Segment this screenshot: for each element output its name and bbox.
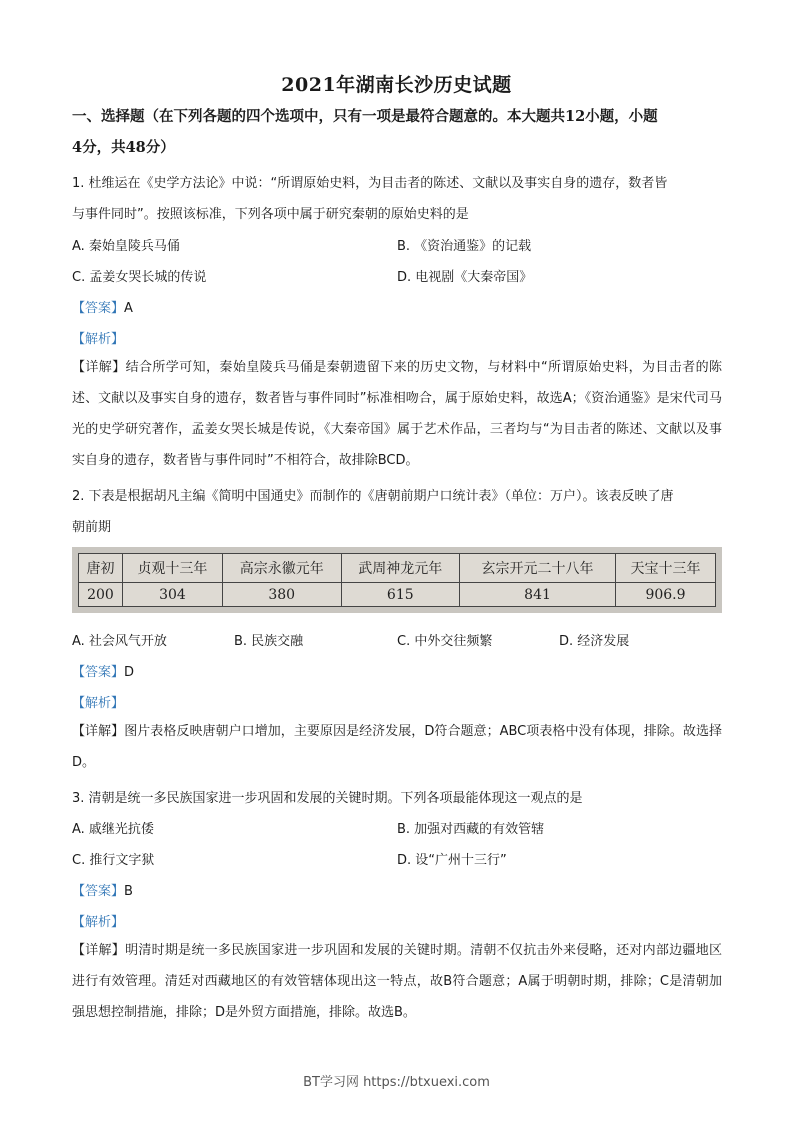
q2-answer <box>72 661 134 680</box>
table-cell: 高宗永徽元年 <box>222 554 341 583</box>
table-cell: 380 <box>222 583 341 607</box>
section-heading-line2: 4分，共48分） <box>72 139 175 156</box>
q1-stem-line1: 1. 杜维运在《史学方法论》中说：“所谓原始史料，为目击者的陈述、文献以及事实自身的遗存，数者皆 <box>72 176 668 191</box>
q3-option-d: D. 设“广州十三行” <box>397 853 507 868</box>
q3-stem-line1: 3. 清朝是统一多民族国家进一步巩固和发展的关键时期。下列各项最能体现这一观点的是 <box>72 791 583 806</box>
table-cell: 200 <box>79 583 123 607</box>
table-cell: 天宝十三年 <box>616 554 716 583</box>
q2-option-b: B. 民族交融 <box>234 634 304 649</box>
table-cell: 304 <box>122 583 222 607</box>
q3-option-c: C. 推行文字狱 <box>72 853 155 868</box>
section-heading-line1: 一、选择题（在下列各题的四个选项中，只有一项是最符合题意的。本大题共12小题，小题 <box>72 108 658 125</box>
q1-option-a: A. 秦始皇陵兵马俑 <box>72 239 180 254</box>
q2-stem-line1: 2. 下表是根据胡凡主编《简明中国通史》而制作的《唐朝前期户口统计表》（单位：万户）。该表反映了唐 <box>72 489 674 504</box>
q2-option-d: D. 经济发展 <box>559 634 630 649</box>
q1-analysis-tag: 【解析】 <box>72 332 125 347</box>
answer-tag: 【答案】 <box>72 665 125 680</box>
table-value-row <box>79 583 716 607</box>
page-title: 2021年湖南长沙历史试题 <box>281 74 512 96</box>
q2-analysis-tag: 【解析】 <box>72 696 125 711</box>
q1-option-c: C. 孟姜女哭长城的传说 <box>72 270 207 285</box>
table-cell: 玄宗开元二十八年 <box>460 554 616 583</box>
q3-detail <box>72 935 722 1028</box>
q2-stem-line2: 朝前期 <box>72 520 112 535</box>
detail-text: 明清时期是统一多民族国家进一步巩固和发展的关键时期。清朝不仅抗击外来侵略，还对内部边疆地区进行有效管理。清廷对西藏地区的有效管辖体现出这一特点，故B符合题意；A属于明朝时期，排除；C是清朝加强思想控制措施，排除；D是外贸方面措施，排除。故选B。 <box>72 943 722 1020</box>
q1-answer <box>72 297 133 316</box>
q3-option-b: B. 加强对西藏的有效管辖 <box>397 822 545 837</box>
table-cell: 906.9 <box>616 583 716 607</box>
detail-tag: 【详解】 <box>72 724 125 739</box>
table-header-row <box>79 554 716 583</box>
detail-text: 图片表格反映唐朝户口增加，主要原因是经济发展，D符合题意；ABC项表格中没有体现，排除。故选择D。 <box>72 724 722 770</box>
q1-stem-line2: 与事件同时”。按照该标准，下列各项中属于研究秦朝的原始史料的是 <box>72 207 469 222</box>
answer-value: B <box>124 884 133 899</box>
answer-tag: 【答案】 <box>72 301 125 316</box>
detail-text: 结合所学可知，秦始皇陵兵马俑是秦朝遗留下来的历史文物，与材料中“所谓原始史料，为目击者的陈述、文献以及事实自身的遗存，数者皆与事件同时”标准相吻合，属于原始史料，故选A；《资治通鉴》是宋代司马光的史学研究著作，孟姜女哭长城是传说，《大秦帝国》属于艺术作品，三者均与“为目击者的陈述、文献以及事实自身的遗存，数者皆与事件同时”不相符合，故排除BCD。 <box>72 360 722 468</box>
section-heading <box>72 101 726 163</box>
table-cell: 841 <box>460 583 616 607</box>
footer-watermark: BT学习网 https://btxuexi.com <box>303 1075 490 1090</box>
q2-detail <box>72 716 722 778</box>
household-table <box>78 553 716 607</box>
q1-detail <box>72 352 722 476</box>
q3-option-a: A. 戚继光抗倭 <box>72 822 154 837</box>
detail-tag: 【详解】 <box>72 360 126 375</box>
q1-option-b: B. 《资治通鉴》的记载 <box>397 239 532 254</box>
q2-option-a: A. 社会风气开放 <box>72 634 167 649</box>
q2-option-c: C. 中外交往频繁 <box>397 634 493 649</box>
table-cell: 唐初 <box>79 554 123 583</box>
detail-tag: 【详解】 <box>72 943 126 958</box>
table-cell: 武周神龙元年 <box>341 554 460 583</box>
answer-tag: 【答案】 <box>72 884 125 899</box>
table-cell: 贞观十三年 <box>122 554 222 583</box>
answer-value: A <box>124 301 133 316</box>
q3-analysis-tag: 【解析】 <box>72 915 125 930</box>
answer-value: D <box>124 665 135 680</box>
q3-answer <box>72 880 133 899</box>
table-cell: 615 <box>341 583 460 607</box>
q1-option-d: D. 电视剧《大秦帝国》 <box>397 270 533 285</box>
household-table-photo <box>72 547 722 613</box>
